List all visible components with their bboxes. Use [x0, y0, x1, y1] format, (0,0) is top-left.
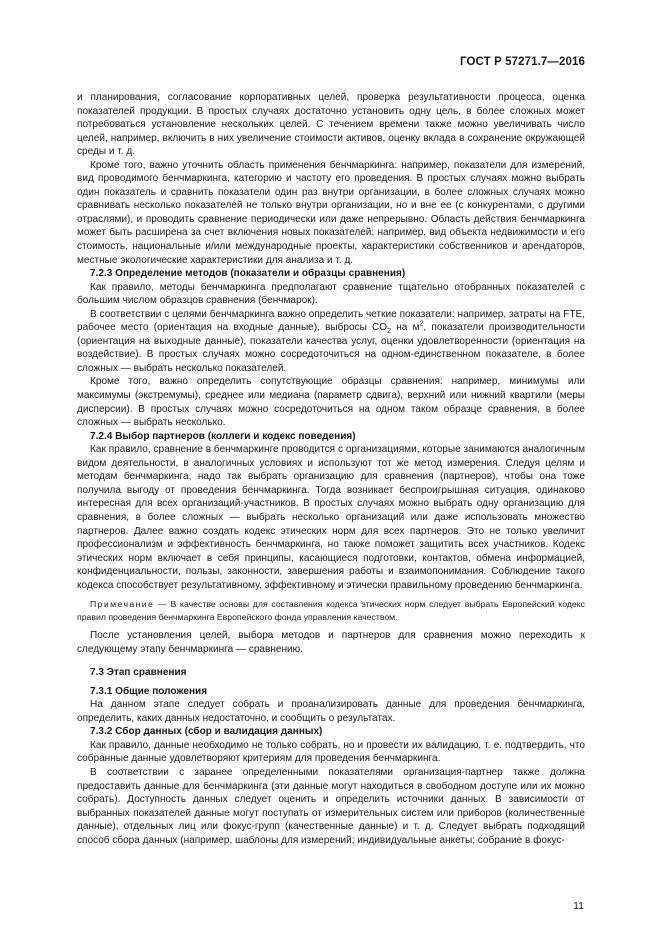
paragraph: На данном этапе следует собрать и проанализировать данные для проведения бенчмаркинга, определить, каких данных недостаточно, и сообщить о результатах.: [77, 699, 585, 724]
paragraph: После установления целей, выбора методов и партнеров для сравнения можно переходить к следующему этапу бенчмаркинга — сравнению.: [77, 630, 585, 655]
text-run: В соответствии с целями бенчмаркинга важно определить четкие показатели: например, затраты на FTE, рабочее место (ориентация на входные данные), выбросы CO: [77, 308, 585, 334]
subscript: 2: [387, 328, 392, 336]
paragraph: [77, 308, 585, 376]
page-number: 11: [573, 900, 584, 912]
paragraph: Кроме того, важно уточнить область применения бенчмаркинга: например, показатели для измерений, вид проводимого бенчмаркинга, категорию и частоту его проведения. В простых случаях можно выбрать один показатель и сравнить показатели один раз внутри организации, в более сложных случаях можно сравнивать несколько показателей не только внутри организации, но и вне ее (с конкурентами, с другими отраслями), и проводить сравнение периодически или даже непрерывно. Область действия бенчмаркинга может быть расширена за счет включения новых показателей: например, вид объекта недвижимости и его стоимость, национальные и/или международные проекты, характеристики собственников и арендаторов, местные экологические характеристики для анализа и т. д.: [77, 159, 585, 266]
paragraph: и планирования, согласование корпоративных целей, проверка результативности процесса, оценка показателей продукции. В простых случаях достаточно установить одну цель, в более сложных может потребоваться установление нескольких целей. С течением времени также можно увеличивать число целей, например, включить в них увеличение стоимости активов, оценку вклада в сохранение окружающей среды и т. д.: [77, 92, 585, 158]
text-run: на м: [391, 322, 420, 334]
document-body: [77, 91, 585, 847]
paragraph: Кроме того, важно определить сопутствующие образцы сравнения: например, минимумы или максимумы (экстремумы), среднее или медиана (параметр сдвига), верхний или нижний квартили (меры дисперсии). В простых случаях можно сосредоточиться на одном таком образце сравнения, в более сложных — выбрать несколько.: [77, 376, 585, 429]
note-label: Примечание: [90, 599, 155, 610]
note-text: — В качестве основы для составления кодекса этических норм следует выбрать Европейский кодекс правил проведения бенчмаркинга Европейского фонда управления качеством.: [77, 599, 585, 622]
note: [77, 598, 585, 623]
section-heading-7-3-1: 7.3.1 Общие положения: [90, 685, 208, 697]
section-heading-7-2-4: 7.2.4 Выбор партнеров (коллеги и кодекс поведения): [90, 430, 356, 442]
paragraph: Как правило, методы бенчмаркинга предполагают сравнение тщательно отобранных показателей с большим числом образцов сравнения (бенчмарок).: [77, 281, 585, 307]
section-heading-7-2-3: 7.2.3 Определение методов (показатели и образцы сравнения): [90, 268, 406, 280]
superscript: 2: [419, 320, 424, 328]
document-header: ГОСТ Р 57271.7—2016: [460, 56, 585, 68]
paragraph: Как правило, данные необходимо не только собрать, но и провести их валидацию, т. е. подтвердить, что собранные данные удовлетворяют критериям для проведения бенчмаркинга.: [77, 739, 585, 765]
paragraph: В соответствии с заранее определенными показателями организация-партнер также должна предоставить данные для бенчмаркинга (эти данные могут находиться в свободном доступе или их можно собрать). Доступность данных следует оценить и определить источники данных. В зависимости от выбранных показателей данные могут поступать от измерительных систем или приборов (количественные данные), отдельных лиц или фокус-групп (качественные данные) и т. д. Следует выбрать подходящий способ сбора данных (например, шаблоны для измерений; индивидуальные анкеты; собрание в фокус-: [77, 766, 585, 846]
paragraph: Как правило, сравнение в бенчмаркинге проводится с организациями, которые занимаются аналогичным видом деятельности, в аналогичных условиях и используют тот же метод измерения. Следуя целям и методам бенчмаркинга, надо так выбрать организацию для сравнения (партнеров), чтобы она тоже получила выгоду от проведения бенчмаркинга. Тогда возникает беспроигрышная ситуация, одинаково интересная для всех организаций-участников. В простых случаях можно выбрать одну организацию для сравнения, в более сложных — выбрать несколько организаций или даже использовать множество партнеров. Далее важно создать кодекс этических норм для всех партнеров. Это не только увеличит профессионализм и эффективность бенчмаркинга, но также поможет защитить всех участников. Кодекс этических норм включает в себя принципы, касающиеся подготовки, контактов, обмена информацией, конфиденциальности, пользы, законности, завершения работы и взаимопонимания. Соблюдение такого кодекса способствует результативному, эффективному и этически правильному проведению бенчмаркинга.: [77, 444, 585, 591]
section-heading-7-3: 7.3 Этап сравнения: [90, 667, 187, 679]
text-run: , показатели производительности (ориентация на выходные данные), показатели качества услуг, оценки удовлетворенности (ориентация на воздействие). В простых случаях можно сосредоточиться на одном-единственном показателе, в более сложных — выбрать несколько показателей.: [77, 322, 586, 374]
section-heading-7-3-2: 7.3.2 Сбор данных (сбор и валидация данных): [90, 726, 323, 738]
